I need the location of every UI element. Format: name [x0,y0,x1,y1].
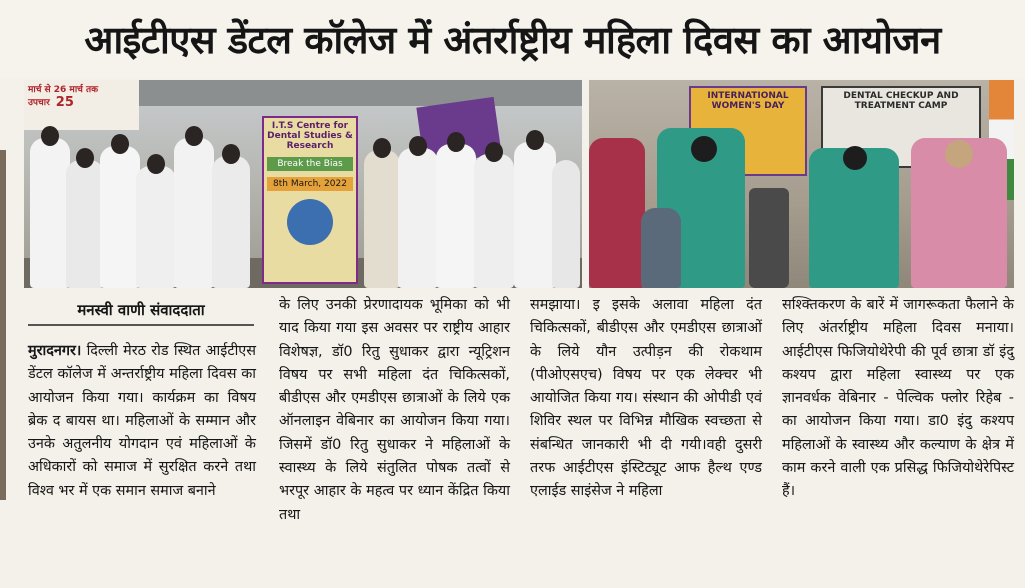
person-5 [174,138,214,288]
head [111,134,129,154]
poster-illustration [287,199,333,245]
head [41,126,59,146]
canopy [139,80,582,106]
head [945,140,973,168]
person-2 [66,160,104,288]
person-6 [212,156,250,288]
event-poster [262,116,358,284]
head [76,148,94,168]
byline [28,296,254,326]
patient-left [589,138,645,288]
banner-top-text: मार्च से 26 मार्च तक [28,85,99,95]
column-2-text: के लिए उनकी प्रेरणादायक भूमिका को भी याद किया गया इस अवसर पर राष्ट्रीय आहार विशेषज्ञ, डॉ0 रितु सुधाकर द्वारा न्यूट्रिशन विषय पर सभी महिला दंत चिकित्सकों, बीडीएस और एमडीएस छात्राओं के लिये एक ऑनलाइन वेबिनार का आयोजन किया गया। जिसमें डॉ0 रितु सुधाकर ने महिलाओं के स्वास्थ्य के लिये संतुलित पोषक तत्वों से भरपूर आहार के महत्व पर ध्यान केंद्रित किया तथा [279,297,510,523]
article-column-2 [279,294,510,527]
poster-date: 8th March, 2022 [267,177,353,191]
poster-title: I.T.S Centre for Dental Studies & Research [267,121,353,151]
person-8 [398,148,438,288]
head [409,136,427,156]
banner-left-text: उपचार [28,98,50,108]
column-1-text: दिल्ली मेरठ रोड स्थित आईटीएस डेंटल कॉलेज में अन्तर्राष्ट्रीय महिला दिवस का आयोजन किया गया। कार्यक्रम का विषय ब्रेक द बायस था। महिलाओं के सम्मान और उनके अतुलनीय योगदान एवं महिलाओं के अधिकारों को समाज में सुरक्षित करने तथा विश्व भर में एक समान समाज बनाने [28,343,256,499]
head [447,132,465,152]
board-left-text: INTERNATIONAL WOMEN'S DAY [707,91,789,111]
headline [0,0,1025,78]
head [691,136,717,162]
head [843,146,867,170]
head [485,142,503,162]
head [185,126,203,146]
person-10 [474,154,514,288]
dateline: मुरादनगर। [28,343,82,359]
column-4-text: सश्क्तिकरण के बारें में जागरूकता फैलाने के लिए अंतर्राष्ट्रीय महिला दिवस मनाया। आईटीएस फिजियोथेरेपी की पूर्व छात्रा डॉ इंदु कश्यप द्वारा महिला स्वास्थ्य पर एक ज्ञानवर्धक वेबिनार - पेल्विक फ्लोर रिहेब - का आयोजन किया गया। डा0 इंदु कश्यप महिलाओं के स्वास्थ्य और कल्याण के क्षेत्र में काम करने वाली एक प्रसिद्ध फिजियोथेरेपिस्ट हैं। [782,297,1014,500]
group-photo [24,80,582,288]
child [641,208,681,288]
article-column-1 [28,340,256,503]
person-9 [436,144,476,288]
photo-banner [24,80,139,130]
head [222,144,240,164]
head [147,154,165,174]
person-3 [100,146,140,288]
article-column-3 [530,294,762,504]
person-7 [364,150,400,288]
person-4 [136,166,176,288]
poster-subtitle: Break the Bias [267,157,353,171]
banner-number: 25 [55,95,74,110]
dental-camp-photo [589,80,1014,288]
person-12 [552,160,580,288]
board-right-text: DENTAL CHECKUP AND TREATMENT CAMP [843,91,959,111]
head [526,130,544,150]
person-11 [514,142,556,288]
article-column-4 [782,294,1014,504]
page-fold-shadow [0,150,6,500]
column-3-text: समझाया। इ इसके अलावा महिला दंत चिकित्सकों, बीडीएस और एमडीएस छात्राओं के लिये यौन उत्पीड़न की रोकथाम (पीओएसएच) विषय पर एक लेक्चर भी आयोजित किया गय। संस्थान की ओपीडी एवं शिविर स्थल पर विभिन्न मौखिक स्वच्छता से संबन्धित जानकारी भी दी गयी।वही दुसरी तरफ आईटीएस इंस्टिट्यूट आफ हैल्थ एण्ड एलाईड साइंसेज ने महिला [530,297,762,500]
head [373,138,391,158]
chair [749,188,789,288]
byline-text: मनस्वी वाणी संवाददाता [77,301,205,319]
person-1 [30,138,70,288]
headline-text: आईटीएस डेंटल कॉलेज में अंतर्राष्ट्रीय महिला दिवस का आयोजन [84,18,941,62]
